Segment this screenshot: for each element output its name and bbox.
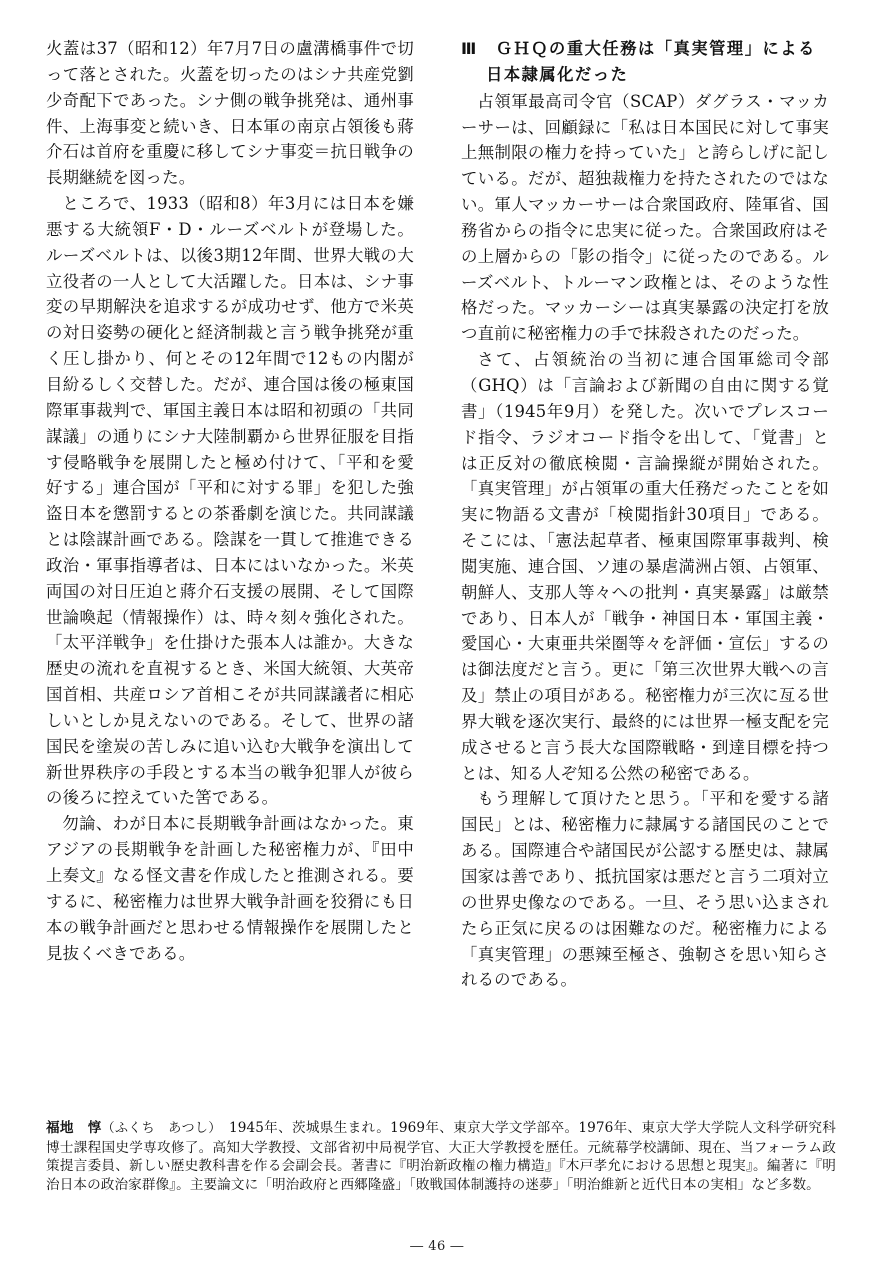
body-paragraph-2: ところで、1933（昭和8）年3月には日本を嫌悪する大統領F・D・ルーズベルトが登場した。ルーズベルトは、以後3期12年間、世界大戦の大立役者の一人として大活躍した。日本は、シナ事変の早期解決を追求するが成功せず、他方で米英の対日姿勢の硬化と経済制裁と言う戦争挑発が重く圧し掛かり、何とその12年間で12もの内閣が目紛るしく交替した。だが、連合国は後の極東国際軍事裁判で、軍国主義日本は昭和初頭の「共同謀議」の通りにシナ大陸制覇から世界征服を目指す侵略戦争を展開したと極め付けて、「平和を愛好する」連合国が「平和に対する罪」を犯した強盗日本を懲罰するとの茶番劇を演じた。共同謀議とは陰謀計画である。陰謀を一貫して推進できる政治・軍事指導者は、日本にはいなかった。米英両国の対日圧迫と蔣介石支援の展開、そして国際世論喚起（情報操作）は、時々刻々強化された。「太平洋戦争」を仕掛けた張本人は誰か。大きな歴史の流れを直視するとき、米国大統領、大英帝国首相、共産ロシア首相こそが共同謀議者に相応しいとしか見えないのである。そして、世界の諸国民を塗炭の苦しみに追い込む大戦争を演出して新世界秩序の手段とする本当の戦争犯罪人が彼らの後ろに控えていた筈である。 — [46, 194, 414, 808]
right-column — [461, 36, 829, 993]
body-paragraph-5: さて、占領統治の当初に連合国軍総司令部（GHQ）は「言論および新聞の自由に関する覚書」（1945年9月）を発した。次いでプレスコード指令、ラジオコード指令を出して、「覚書」とは正反対の徹底検閲・言論操縦が開始された。「真実管理」が占領軍の重大任務だったことを如実に物語る文書が「検閲指針30項目」である。そこには、「憲法起草者、極東国際軍事裁判、検閲実施、連合国、ソ連の暴虐満洲占領、占領軍、朝鮮人、支那人等々への批判・真実暴露」は厳禁であり、日本人が「戦争・神国日本・軍国主義・愛国心・大東亜共栄圏等々を評価・宣伝」するのは御法度だと言う。更に「第三次世界大戦への言及」禁止の項目がある。秘密権力が三次に亙る世界大戦を逐次実行、最終的には世界一極支配を完成させると言う長大な国際戦略・到達目標を持つとは、知る人ぞ知る公然の秘密である。 — [461, 350, 829, 783]
body-paragraph-4: 占領軍最高司令官（SCAP）ダグラス・マッカーサーは、回顧録に「私は日本国民に対して事実上無制限の権力を持っていた」と誇らしげに記している。だが、超独裁権力を持たされたのではない。軍人マッカーサーは合衆国政府、陸軍省、国務省からの指令に忠実に従った。合衆国政府はその上層からの「影の指令」に従ったのである。ルーズベルト、トルーマン政権とは、そのような性格だった。マッカーシーは真実暴露の決定打を放つ直前に秘密権力の手で抹殺されたのだった。 — [461, 91, 829, 344]
body-paragraph-1: 火蓋は37（昭和12）年7月7日の盧溝橋事件で切って落とされた。火蓋を切ったのはシナ共産党劉少奇配下であった。シナ側の戦争挑発は、通州事件、上海事変と続いき、日本軍の南京占領後も蔣介石は首府を重慶に移してシナ事変＝抗日戦争の長期継続を図った。 — [46, 39, 414, 188]
section-heading: Ⅲ ＧＨＱの重大任務は「真実管理」による日本隷属化だった — [461, 39, 816, 84]
author-bio — [46, 1119, 836, 1194]
author-name: 福地 惇 — [46, 1120, 102, 1136]
author-name-reading: （ふくち あつし） — [101, 1121, 216, 1136]
left-column — [46, 36, 414, 966]
author-bio-text: 1945年、茨城県生まれ。1969年、東京大学文学部卒。1976年、東京大学大学院人文科学研究科博士課程国史学専攻修了。高知大学教授、文部省初中局視学官、大正大学教授を歴任。元統幕学校講師、現在、当フォーラム政策提言委員、新しい歴史教科書を作る会副会長。著書に『明治新政権の権力構造』『木戸孝允における思想と現実』。編著に『明治日本の政治家群像』。主要論文に「明治政府と西郷隆盛」「敗戦国体制護持の迷夢」「明治維新と近代日本の実相」など多数。 — [46, 1120, 837, 1193]
body-paragraph-6: もう理解して頂けたと思う。「平和を愛する諸国民」とは、秘密権力に隷属する諸国民のことである。国際連合や諸国民が公認する歴史は、隷属国家は善であり、抵抗国家は悪だと言う二項対立の世界史像なのである。一旦、そう思い込まされたら正気に戻るのは困難なのだ。秘密権力による「真実管理」の悪辣至極さ、強靭さを思い知らされるのである。 — [461, 789, 829, 990]
page-number: ― 46 ― — [410, 1239, 464, 1254]
body-paragraph-3: 勿論、わが日本に長期戦争計画はなかった。東アジアの長期戦争を計画した秘密権力が、『田中上奏文』なる怪文書を作成したと推測される。要するに、秘密権力は世界大戦争計画を狡猾にも日本の戦争計画だと思わせる情報操作を展開したと見抜くべきである。 — [46, 814, 414, 963]
